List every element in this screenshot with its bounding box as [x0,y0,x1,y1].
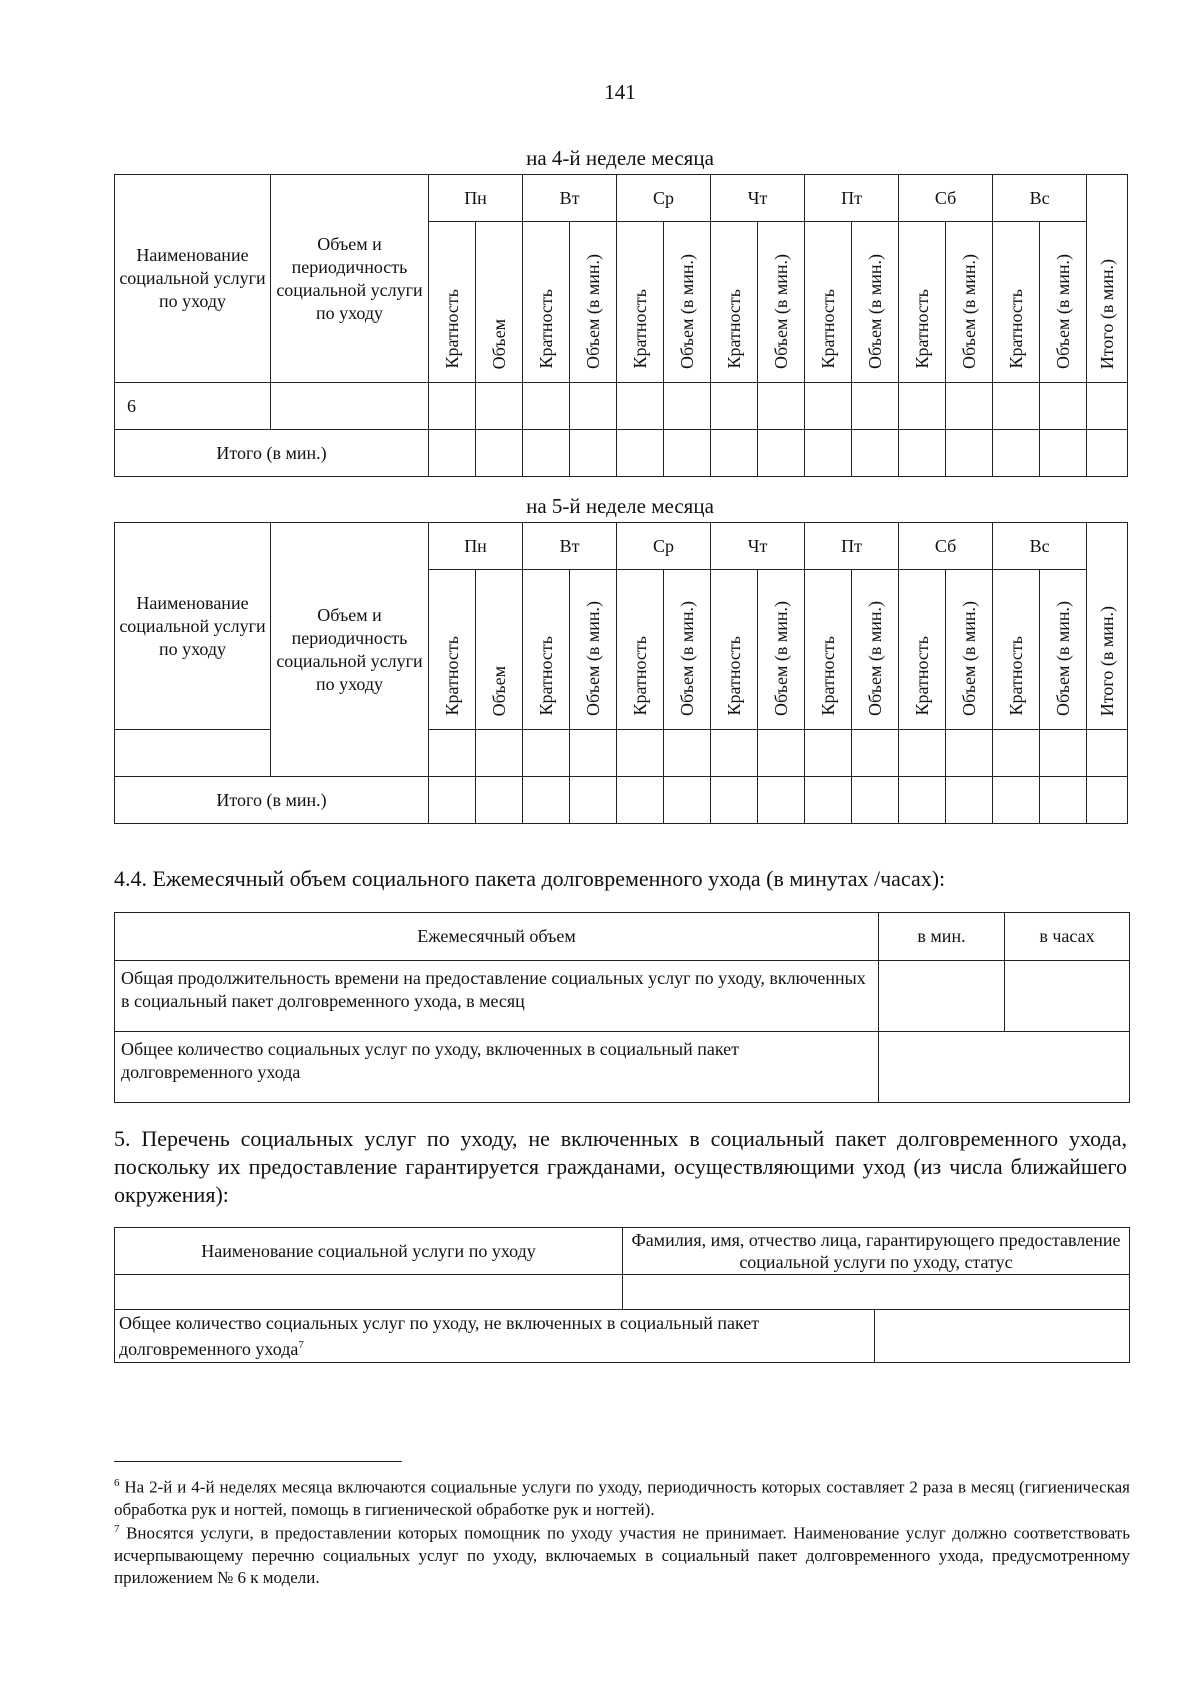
week5-subcol: Кратность [629,636,650,716]
week4-subcol: Объем (в мин.) [864,253,885,369]
week4-subcol: Кратность [629,289,650,369]
week4-day: Пн [429,175,523,222]
week5-subcol: Кратность [441,636,462,716]
week5-subcol: Объем (в мин.) [864,600,885,716]
table-row [115,383,1128,430]
table-row [115,1275,1130,1310]
week5-caption: на 5-й неделе месяца [526,494,714,518]
week5-subcol: Объем [488,665,509,716]
week4-day: Сб [899,175,993,222]
week5-service-name-header: Наименование социальной услуги по уходу [115,523,271,730]
section-5-title: 5. Перечень социальных услуг по уходу, не включенных в социальный пакет долговременного ухода, поскольку их предоставление гарантируется гражданами, осуществляющими уход (из числа ближайшего окружения): [114,1126,1127,1207]
footnote-ref-7: 7 [298,1339,304,1351]
hours-header: в часах [1005,913,1130,961]
week4-subcol: Объем (в мин.) [958,253,979,369]
week5-subcol: Объем (в мин.) [582,600,603,716]
week5-subcol: Кратность [817,636,838,716]
footnote-separator [114,1461,402,1462]
footnote-7-mark: 7 [114,1523,120,1535]
week4-service-name-header: Наименование социальной услуги по уходу [115,175,271,383]
week4-total-col: Итого (в мин.) [1096,258,1117,369]
week5-table [114,522,1128,824]
week5-day: Пн [429,523,523,570]
week4-subcol: Объем (в мин.) [770,253,791,369]
footnote-7: $^7$ Вносятся услуги, в предоставлении которых помощник по уходу участия не принимает. Наименование услуг должно соответствовать исчерпывающему перечню социальных услуг по уходу, включаемых в социальный пакет долговременного ухода, предусмотренному приложением № 6 к модели. [114,1523,1130,1587]
week5-subcol: Объем (в мин.) [958,600,979,716]
week4-subcol: Кратность [817,289,838,369]
excluded-services-table [114,1227,1130,1363]
week4-subcol: Кратность [723,289,744,369]
week4-volume-header: Объем и периодичность социальной услуги по уходу [271,175,429,383]
week4-day: Ср [617,175,711,222]
week4-day: Чт [711,175,805,222]
week4-table [114,174,1128,477]
week5-subcol: Кратность [1005,636,1026,716]
week4-total-row: Итого (в мин.) [115,430,429,477]
week4-subcol: Объем (в мин.) [676,253,697,369]
week5-day: Чт [711,523,805,570]
week5-subcol: Объем (в мин.) [1052,600,1073,716]
week5-subcol: Кратность [535,636,556,716]
table-row [115,730,1128,777]
week5-subcol: Кратность [723,636,744,716]
week4-day: Вс [993,175,1087,222]
week5-subcol: Объем (в мин.) [770,600,791,716]
week4-subcol: Кратность [441,289,462,369]
week5-day: Ср [617,523,711,570]
week4-subcol: Кратность [1005,289,1026,369]
excluded-total-row: Общее количество социальных услуг по уходу, не включенных в социальный пакет долговременного ухода$^7$ [115,1310,875,1363]
page-number: 141 [604,80,636,104]
service-name-header: Наименование социальной услуги по уходу [115,1228,623,1275]
guarantor-header: Фамилия, имя, отчество лица, гарантирующего предоставление социальной услуги по уходу, статус [623,1228,1130,1275]
monthly-volume-header: Ежемесячный объем [115,913,879,961]
footnote-6: $^6$ На 2-й и 4-й неделях месяца включаются социальные услуги по уходу, периодичность которых составляет 2 раза в месяц (гигиеническая обработка рук и ногтей, помощь в гигиенической обработке рук и ногтей). [114,1477,1130,1519]
week4-subcol: Объем [488,318,509,369]
week4-subcol: Объем (в мин.) [1052,253,1073,369]
total-duration-row: Общая продолжительность времени на предоставление социальных услуг по уходу, включенных в социальный пакет долговременного ухода, в месяц [115,961,879,1032]
monthly-volume-table [114,912,1130,1103]
footnote-6-mark: 6 [114,1477,120,1489]
table-row [115,961,1130,1032]
week5-total-row: Итого (в мин.) [115,777,429,824]
week5-day: Вс [993,523,1087,570]
week4-footnote-mark: 6 [115,383,271,430]
week4-day: Вт [523,175,617,222]
week4-caption: на 4-й неделе месяца [526,146,714,170]
table-row [115,430,1128,477]
table-row [115,777,1128,824]
week4-subcol: Кратность [535,289,556,369]
week5-volume-header: Объем и периодичность социальной услуги по уходу [271,523,429,777]
week5-subcol: Объем (в мин.) [676,600,697,716]
section-4-4-title: 4.4. Ежемесячный объем социального пакета долговременного ухода (в минутах /часах): [114,866,946,891]
total-count-row: Общее количество социальных услуг по уходу, включенных в социальный пакет долговременного ухода [115,1032,879,1103]
week5-subcol: Кратность [911,636,932,716]
table-row [115,1032,1130,1103]
week4-subcol: Кратность [911,289,932,369]
week5-day: Сб [899,523,993,570]
week4-day: Пт [805,175,899,222]
week5-day: Вт [523,523,617,570]
week5-day: Пт [805,523,899,570]
week4-subcol: Объем (в мин.) [582,253,603,369]
week5-total-col: Итого (в мин.) [1096,605,1117,716]
table-row [115,1310,1130,1363]
minutes-header: в мин. [879,913,1005,961]
